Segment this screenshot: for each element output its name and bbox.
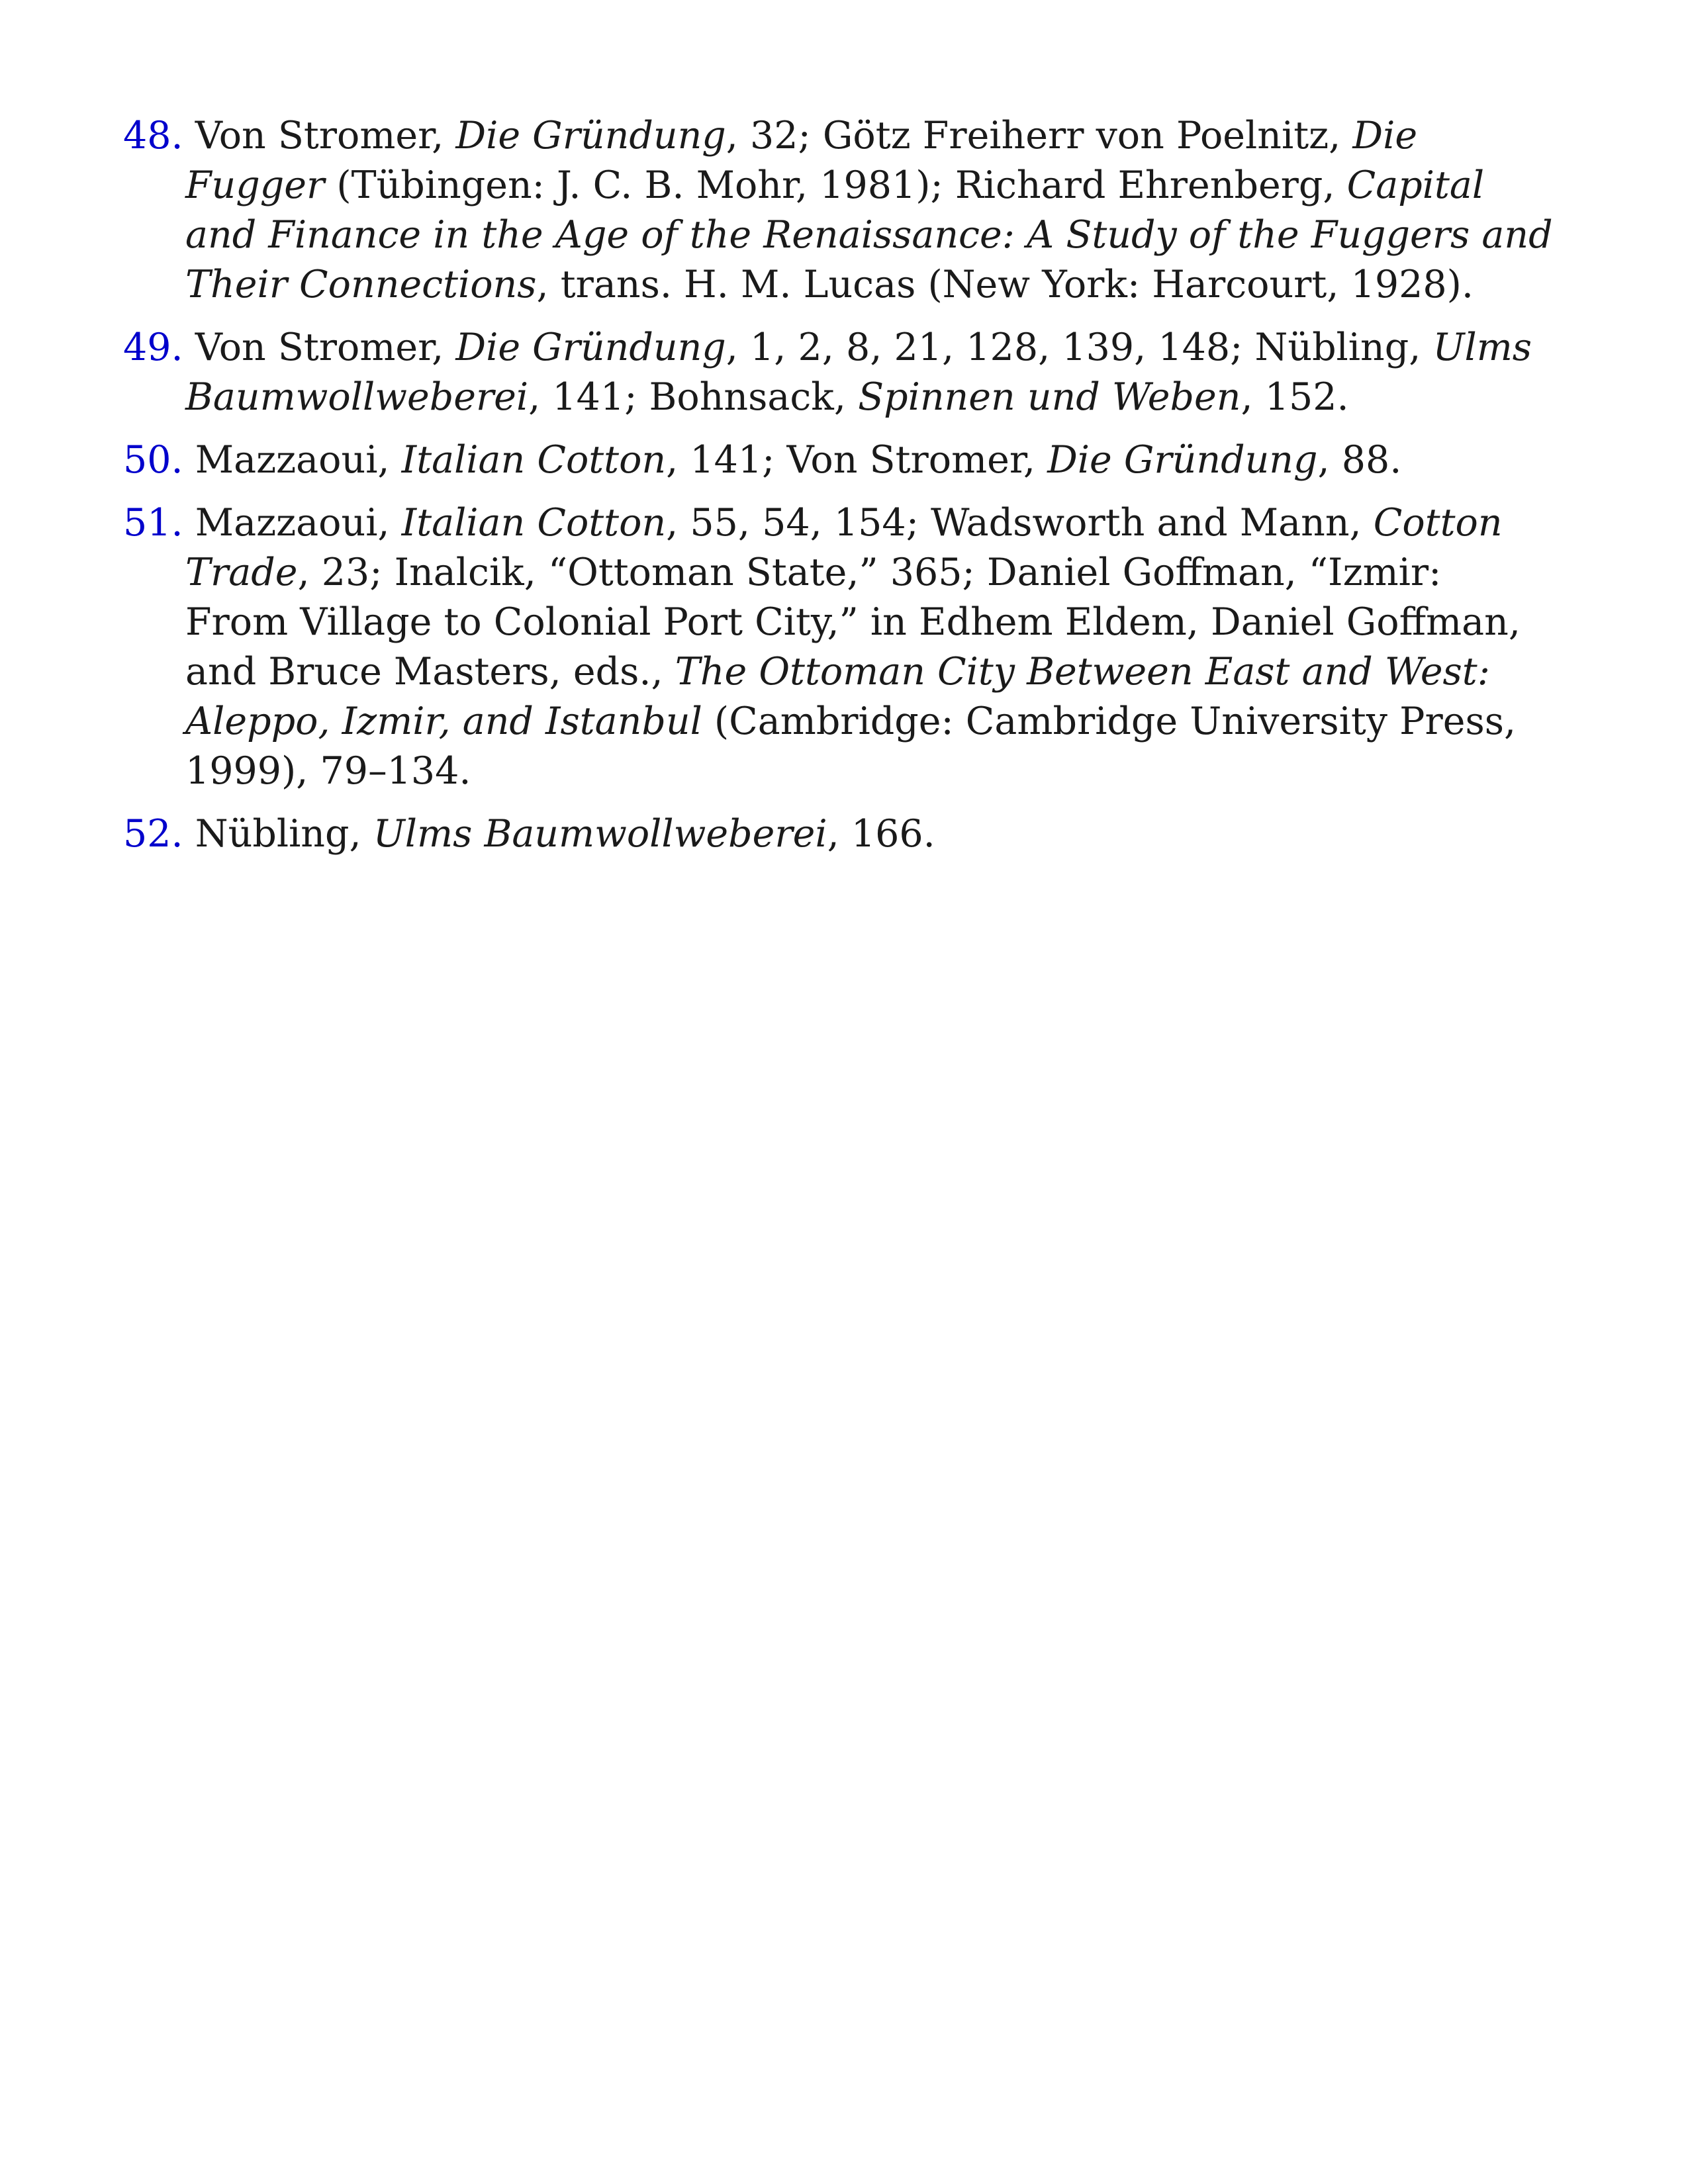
endnote-title-text: Ulms Baumwollweberei — [185, 326, 1532, 419]
endnote-text: Mazzaoui, — [183, 501, 402, 545]
endnote-number-link[interactable]: 48. — [123, 114, 183, 158]
endnote-title-text: Spinnen und Weben — [858, 375, 1241, 419]
endnote-title-text: Die Gründung — [1047, 438, 1318, 482]
endnote-text: , 152. — [1241, 375, 1349, 419]
endnote-title-text: Die Fugger — [185, 114, 1418, 207]
endnotes-list — [123, 111, 1553, 872]
endnote-title-text: Ulms Baumwollweberei — [373, 812, 827, 856]
endnote-text: , 32; Götz Freiherr von Poelnitz, — [726, 114, 1353, 158]
endnote-text: Nübling, — [183, 812, 373, 856]
endnote-text: , 55, 54, 154; Wadsworth and Mann, — [666, 501, 1374, 545]
endnote-text: Von Stromer, — [183, 114, 456, 158]
endnote-title-text: Italian Cotton — [401, 438, 667, 482]
endnote-number-link[interactable]: 50. — [123, 438, 183, 482]
endnote-title-text: Cotton Trade — [185, 501, 1503, 594]
endnote-item — [123, 498, 1553, 796]
endnote-item — [123, 323, 1553, 422]
endnote-item — [123, 111, 1553, 310]
endnote-item — [123, 809, 1553, 859]
endnote-title-text: Die Gründung — [455, 114, 726, 158]
endnote-text: , 141; Von Stromer, — [666, 438, 1048, 482]
endnote-title-text: Die Gründung — [455, 326, 726, 369]
endnote-text: Mazzaoui, — [183, 438, 402, 482]
endnote-text: , 23; Inalcik, “Ottoman State,” 365; Daniel Goffman, “Izmir: From Village to Colonial Port City,” in Edhem Eldem, Daniel Goffman, and Bruce Masters, eds., — [185, 551, 1521, 694]
endnote-text: , 88. — [1317, 438, 1402, 482]
endnote-number-link[interactable]: 49. — [123, 326, 183, 369]
endnote-number-link[interactable]: 52. — [123, 812, 183, 856]
endnote-text: Von Stromer, — [183, 326, 456, 369]
endnote-item — [123, 435, 1553, 485]
endnote-text: , 166. — [827, 812, 935, 856]
endnote-number-link[interactable]: 51. — [123, 501, 183, 545]
endnote-text: , 141; Bohnsack, — [528, 375, 859, 419]
endnote-title-text: Italian Cotton — [401, 501, 667, 545]
endnote-text: , trans. H. M. Lucas (New York: Harcourt, 1928). — [536, 263, 1474, 306]
endnote-text: (Cambridge: Cambridge University Press, 1999), 79–134. — [185, 700, 1517, 793]
endnote-text: , 1, 2, 8, 21, 128, 139, 148; Nübling, — [726, 326, 1433, 369]
endnote-title-text: The Ottoman City Between East and West: Aleppo, Izmir, and Istanbul — [185, 650, 1490, 743]
endnote-title-text: Capital and Finance in the Age of the Renaissance: A Study of the Fuggers and Their Connections — [185, 163, 1553, 306]
endnote-text: (Tübingen: J. C. B. Mohr, 1981); Richard Ehrenberg, — [324, 163, 1347, 207]
